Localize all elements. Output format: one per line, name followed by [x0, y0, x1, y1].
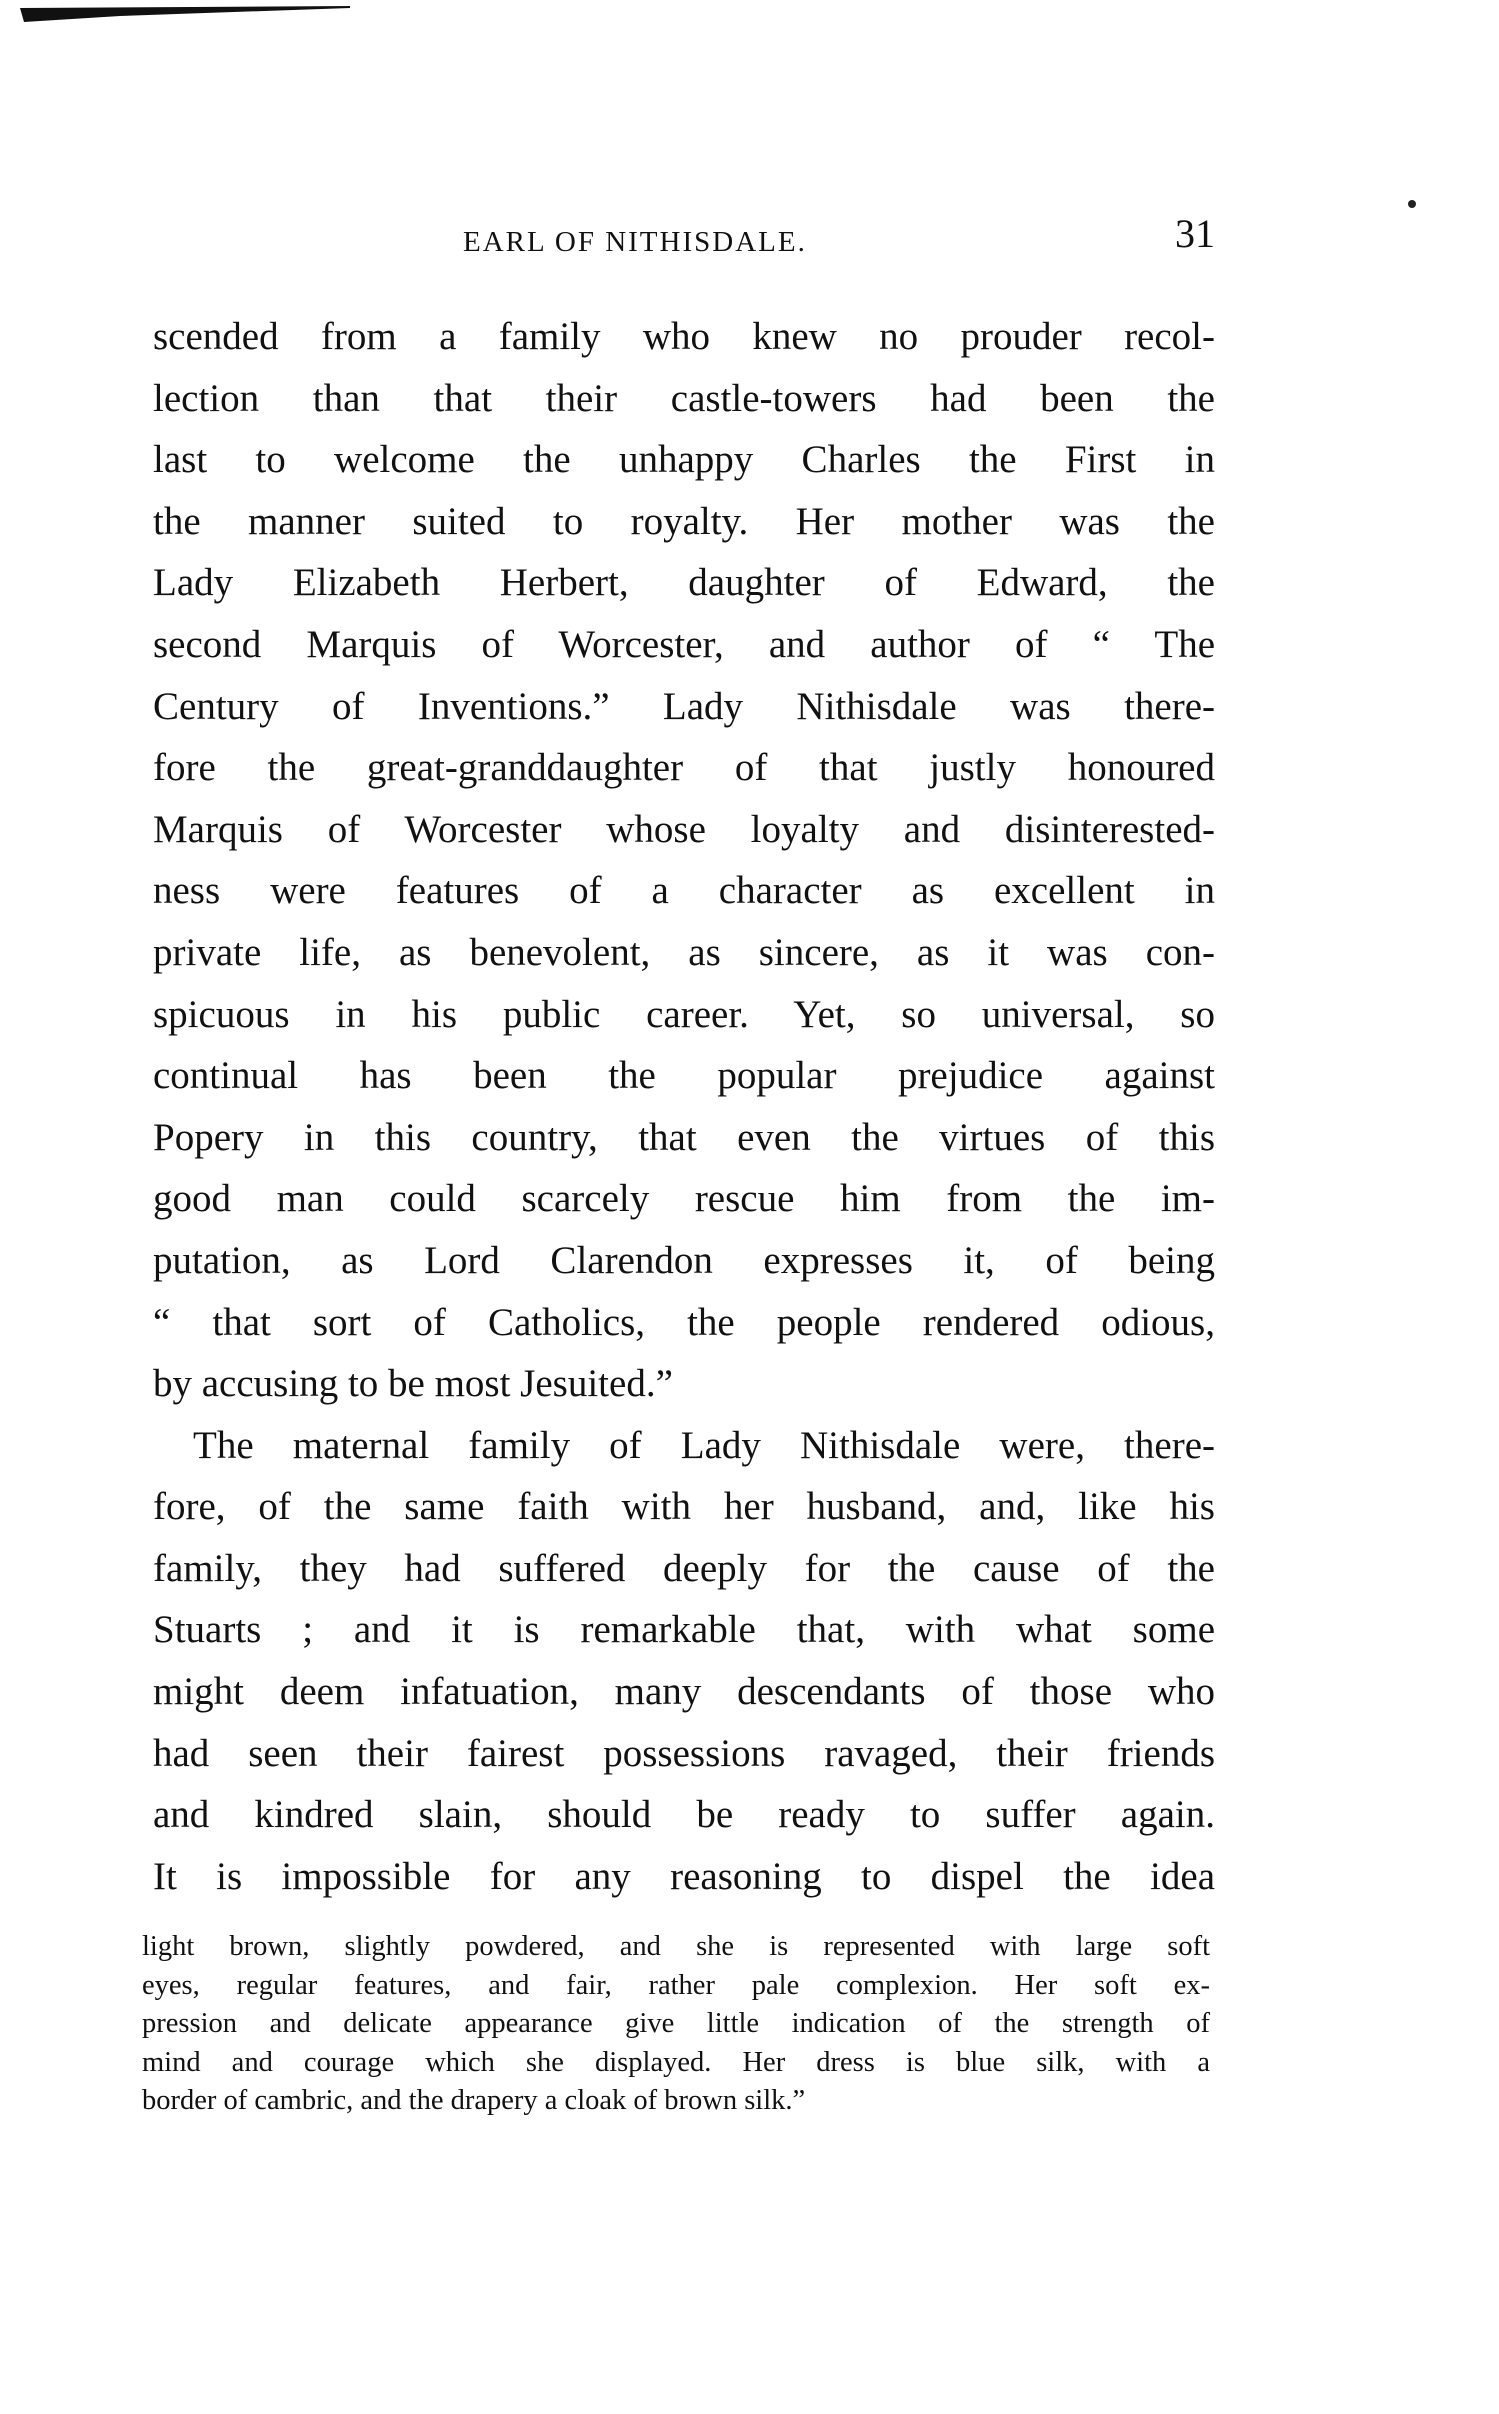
page-number: 31: [1175, 211, 1215, 256]
text-line: scended from a family who knew no prouder recol-: [153, 315, 1215, 358]
text-line: The maternal family of Lady Nithisdale were, there-: [193, 1423, 1215, 1467]
text-line: lection than that their castle-towers had been the: [153, 376, 1215, 420]
footnote-line: border of cambric, and the drapery a cloak of brown silk.”: [142, 2085, 806, 2116]
footnote-line: mind and courage which she displayed. Her dress is blue silk, with a: [142, 2046, 1210, 2078]
text-line: spicuous in his public career. Yet, so universal, so: [153, 992, 1215, 1036]
scan-artifact: [0, 4, 360, 22]
text-line: It is impossible for any reasoning to dispel the idea: [153, 1854, 1215, 1898]
body-text: [153, 306, 1215, 1907]
text-line: fore, of the same faith with her husband, and, like his: [153, 1485, 1215, 1529]
text-line: Century of Inventions.” Lady Nithisdale was there-: [153, 684, 1215, 728]
text-line: might deem infatuation, many descendants of those who: [153, 1670, 1215, 1714]
running-title: EARL OF NITHISDALE.: [463, 226, 807, 258]
text-line: had seen their fairest possessions ravaged, their friends: [153, 1731, 1215, 1775]
text-line: family, they had suffered deeply for the cause of the: [153, 1546, 1215, 1590]
text-line: by accusing to be most Jesuited.”: [153, 1362, 673, 1406]
footnote-line: eyes, regular features, and fair, rather pale complexion. Her soft ex-: [142, 1969, 1210, 2001]
footnote-line: light brown, slightly powdered, and she is represented with large soft: [142, 1931, 1210, 1962]
text-line: the manner suited to royalty. Her mother was the: [153, 499, 1215, 543]
footnote: [142, 1928, 1210, 2121]
text-line: ness were features of a character as excellent in: [153, 869, 1215, 913]
text-line: Marquis of Worcester whose loyalty and disinterested-: [153, 807, 1215, 851]
text-line: Popery in this country, that even the virtues of this: [153, 1115, 1215, 1159]
text-line: “ that sort of Catholics, the people rendered odious,: [153, 1300, 1215, 1344]
footnote-line: pression and delicate appearance give little indication of the strength of: [142, 2008, 1210, 2039]
text-line: last to welcome the unhappy Charles the First in: [153, 438, 1215, 482]
text-line: second Marquis of Worcester, and author of “ The: [153, 622, 1215, 666]
text-line: continual has been the popular prejudice against: [153, 1054, 1215, 1098]
text-line: Stuarts ; and it is remarkable that, with what some: [153, 1608, 1215, 1652]
text-line: good man could scarcely rescue him from the im-: [153, 1177, 1215, 1221]
text-line: putation, as Lord Clarendon expresses it, of being: [153, 1238, 1215, 1282]
text-line: Lady Elizabeth Herbert, daughter of Edward, the: [153, 561, 1215, 605]
text-line: and kindred slain, should be ready to suffer again.: [153, 1793, 1215, 1837]
page-header: [153, 211, 1215, 268]
text-line: private life, as benevolent, as sincere, as it was con-: [153, 930, 1215, 974]
text-line: fore the great-granddaughter of that justly honoured: [153, 746, 1215, 790]
scan-speck: [1408, 200, 1416, 208]
